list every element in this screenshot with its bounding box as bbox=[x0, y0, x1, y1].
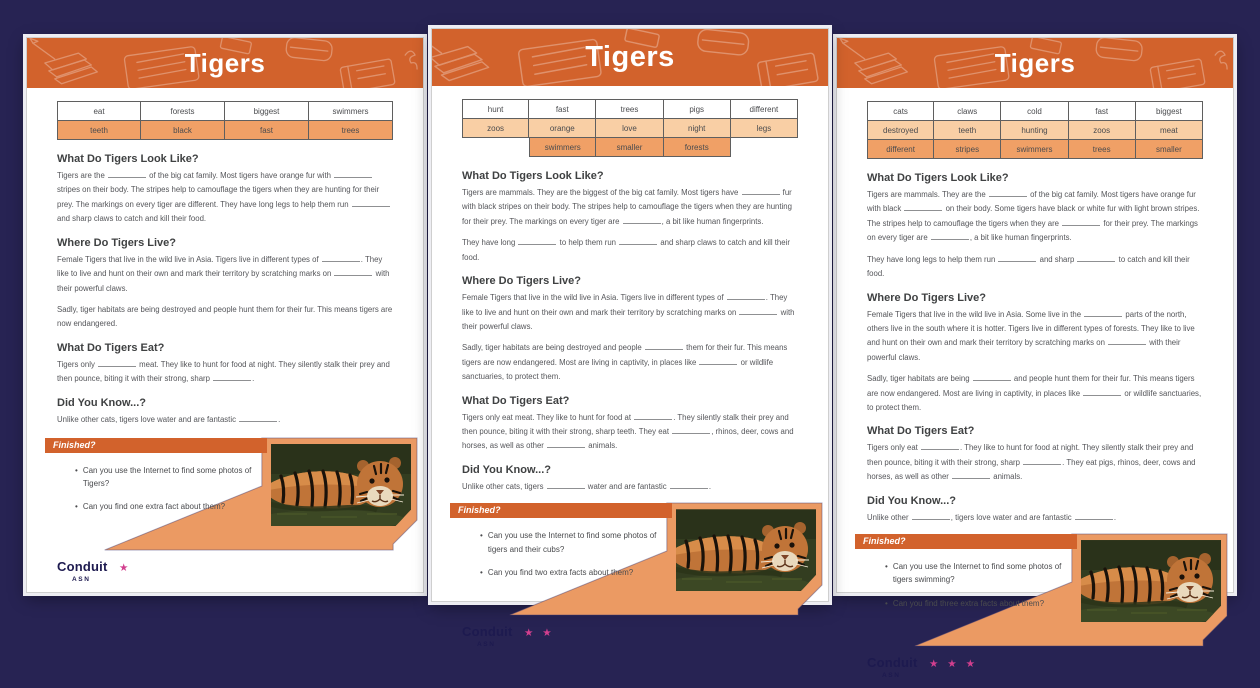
word-bank-cell: fast bbox=[1069, 101, 1136, 121]
blank-line bbox=[727, 293, 765, 300]
blank-line bbox=[352, 200, 390, 207]
blank-line bbox=[1083, 389, 1121, 396]
word-bank-cell: zoos bbox=[1069, 121, 1136, 140]
paragraph: Female Tigers that live in the wild live in Asia. Tigers live in different types of . They like to live and hunt on their own and mark their territory by scratching marks on with their powerful claws. bbox=[462, 293, 795, 331]
brand-logo bbox=[852, 648, 1218, 688]
brand-logo bbox=[447, 617, 813, 657]
blank-line bbox=[322, 255, 360, 262]
blank-line bbox=[518, 238, 556, 245]
blank-line bbox=[619, 238, 657, 245]
paragraph: Sadly, tiger habitats are being and people hunt them for their fur. This means tigers are now endangered. Most are living in captivity, in places like or wildlife sanctuaries, to protect them. bbox=[867, 374, 1202, 413]
tiger-photo bbox=[271, 444, 411, 526]
finished-panel bbox=[45, 436, 419, 552]
section-heading: Did You Know...? bbox=[462, 463, 552, 476]
bullet-icon: • bbox=[75, 502, 78, 512]
section-heading: What Do Tigers Look Like? bbox=[867, 172, 1009, 184]
blank-line bbox=[904, 204, 942, 211]
page-header bbox=[27, 38, 423, 88]
paragraph: Female Tigers that live in the wild live in Asia. Some live in the parts of the north, others live in the south where it is hotter. Tigers live in different types of forests. They like to live and hunt on their own and mark their territory by scratching marks on with their powerful claws. bbox=[867, 309, 1195, 362]
word-bank-cell: forests bbox=[141, 101, 225, 121]
paragraph: Tigers are the of the big cat family. Most tigers have orange fur with stripes on their body. The stripes help to camouflage the tigers when they are hunting for their prey. The markings on every tiger are different. They have long legs to help them run and sharp claws to catch and kill their food. bbox=[57, 169, 393, 227]
bullet-text: Can you use the Internet to find some photos of tigers and their cubs? bbox=[487, 531, 657, 554]
paragraph: Tigers only eat meat. They like to hunt for food at . They silently stalk their prey and then pounce, biting it with their strong, sharp teeth. They eat , rhinos, deer, cows and horses, as well as other animals. bbox=[462, 412, 794, 451]
page-title: Tigers bbox=[184, 47, 266, 78]
paragraph: Sadly, tiger habitats are being destroyed and people hunt them for their fur. This means tigers are now endangered. bbox=[57, 304, 393, 329]
word-bank-cell: hunt bbox=[462, 99, 529, 119]
word-bank-cell: swimmers bbox=[1001, 140, 1068, 159]
word-bank-cell: smaller bbox=[1136, 140, 1203, 159]
conduit-logo-text: Conduit bbox=[57, 559, 108, 574]
word-bank-cell: hunting bbox=[1001, 121, 1068, 140]
word-bank-cell: stripes bbox=[934, 140, 1001, 159]
page-body bbox=[837, 88, 1233, 680]
word-bank-cell: fast bbox=[225, 121, 309, 140]
bullet-text: Can you find one extra fact about them? bbox=[82, 502, 226, 512]
word-bank-cell: teeth bbox=[934, 121, 1001, 140]
worksheet-page-2 bbox=[431, 28, 829, 649]
difficulty-star-icons: ★ ★ ★ bbox=[928, 658, 979, 671]
page-body bbox=[432, 86, 828, 649]
section-heading: What Do Tigers Eat? bbox=[462, 394, 570, 407]
blank-line bbox=[672, 427, 710, 434]
bullet-text: Can you find two extra facts about them? bbox=[487, 567, 634, 577]
word-bank-cell: zoos bbox=[462, 119, 529, 138]
finished-panel bbox=[855, 532, 1229, 648]
paragraph: Sadly, tiger habitats are being destroyed and people them for their fur. This means tigers are now endangered. Most are living in captivity, in places like or wildlife sanctuaries, to protect them. bbox=[462, 343, 788, 382]
section-heading: Did You Know...? bbox=[867, 494, 957, 507]
blank-line bbox=[952, 472, 990, 479]
blank-line bbox=[98, 360, 136, 367]
finished-bullet-item bbox=[480, 566, 670, 579]
word-bank-cell: swimmers bbox=[309, 101, 393, 121]
finished-header: Finished? bbox=[450, 503, 672, 518]
word-bank-cell: black bbox=[141, 121, 225, 140]
word-bank-cell: biggest bbox=[225, 101, 309, 121]
finished-header: Finished? bbox=[855, 534, 1077, 549]
section-heading: Did You Know...? bbox=[57, 396, 147, 409]
blank-line bbox=[108, 171, 146, 178]
bullet-icon: • bbox=[885, 562, 888, 572]
blank-line bbox=[334, 269, 372, 276]
bullet-icon: • bbox=[75, 466, 78, 475]
word-bank-cell: cold bbox=[1001, 101, 1068, 121]
page-title: Tigers bbox=[994, 47, 1076, 78]
paragraph: They have long to help them run and sharp claws to catch and kill their food. bbox=[462, 238, 790, 262]
brand-logo bbox=[42, 552, 408, 592]
blank-line bbox=[973, 374, 1011, 381]
blank-line bbox=[1062, 219, 1100, 226]
page-body bbox=[27, 88, 423, 592]
blank-line bbox=[645, 343, 683, 350]
tiger-photo bbox=[676, 509, 816, 591]
bullet-text: Can you use the Internet to find some photos of tigers swimming? bbox=[892, 562, 1062, 585]
word-bank-table bbox=[57, 101, 393, 140]
word-bank-cell: biggest bbox=[1136, 101, 1203, 121]
word-bank-cell: night bbox=[664, 119, 731, 138]
bullet-icon: • bbox=[480, 531, 483, 541]
blank-line bbox=[334, 171, 372, 178]
section-heading: What Do Tigers Eat? bbox=[867, 425, 975, 438]
paragraph: Female Tigers that live in the wild live in Asia. Tigers live in different types of . They like to live and hunt on their own and mark their territory by scratching marks on with their powerful claws. bbox=[57, 254, 390, 293]
paragraph: Tigers only eat . They like to hunt for food at night. They silently stalk their prey and then pounce, biting it with their strong, sharp . They eat pigs, rhinos, deer, cows and horses, as well as other animals. bbox=[867, 443, 1196, 482]
word-bank-cell: fast bbox=[529, 99, 596, 119]
paragraph: Unlike other cats, tigers water and are fantastic . bbox=[462, 481, 712, 491]
blank-line bbox=[239, 415, 277, 422]
word-bank-cell: claws bbox=[934, 101, 1001, 121]
blank-line bbox=[921, 443, 959, 450]
word-bank-cell: different bbox=[731, 99, 798, 119]
word-bank-table bbox=[867, 101, 1203, 159]
finished-bullets bbox=[480, 529, 670, 589]
page-title: Tigers bbox=[585, 41, 675, 73]
section-heading: Where Do Tigers Live? bbox=[867, 291, 986, 304]
blank-line bbox=[1023, 458, 1061, 465]
tiger-photo bbox=[1081, 540, 1221, 622]
paragraph: Unlike other cats, tigers love water and are fantastic . bbox=[57, 414, 281, 424]
blank-line bbox=[213, 374, 251, 381]
word-bank-cell: eat bbox=[57, 101, 141, 121]
finished-header: Finished? bbox=[45, 438, 267, 453]
blank-line bbox=[742, 188, 780, 195]
page-header bbox=[432, 29, 828, 86]
conduit-logo-text: Conduit bbox=[867, 655, 918, 671]
finished-bullet-item bbox=[480, 529, 670, 555]
bullet-text: Can you use the Internet to find some photos of Tigers? bbox=[82, 466, 252, 489]
worksheet-sections bbox=[867, 162, 1203, 532]
logo-subtext: ASN bbox=[882, 672, 901, 680]
finished-bullet-item bbox=[885, 560, 1075, 586]
conduit-logo-text: Conduit bbox=[462, 624, 513, 640]
word-bank-cell: swimmers bbox=[529, 138, 596, 157]
blank-line bbox=[912, 513, 950, 520]
blank-line bbox=[931, 233, 969, 240]
blank-line bbox=[623, 217, 661, 224]
finished-bullets bbox=[885, 560, 1075, 620]
word-bank-cell: destroyed bbox=[867, 121, 934, 140]
finished-bullet-item bbox=[75, 500, 265, 513]
word-bank-cell: legs bbox=[731, 119, 798, 138]
page-header bbox=[837, 38, 1233, 88]
paragraph: Tigers only meat. They like to hunt for food at night. They silently stalk their prey and then pounce, biting it with their strong, sharp . bbox=[57, 359, 390, 384]
blank-line bbox=[547, 482, 585, 489]
word-bank-cell: orange bbox=[529, 119, 596, 138]
word-bank-cell: different bbox=[867, 140, 934, 159]
difficulty-star-icons: ★ bbox=[118, 562, 132, 574]
finished-bullet-item bbox=[75, 464, 265, 490]
section-heading: What Do Tigers Eat? bbox=[57, 341, 165, 354]
paragraph: They have long legs to help them run and sharp to catch and kill their food. bbox=[867, 254, 1190, 279]
word-bank-cell: meat bbox=[1136, 121, 1203, 140]
worksheet-sections bbox=[57, 143, 393, 434]
paragraph: Tigers are mammals. They are the of the big cat family. Most tigers have orange fur with black on their body. Some tigers have black or white fur with light brown stripes. The stripes help to camouflage the tigers when they are for their prey. The markings on every tiger are , a bit like human fingerprints. bbox=[867, 190, 1200, 243]
blank-line bbox=[1075, 513, 1113, 520]
blank-line bbox=[670, 482, 708, 489]
word-bank-cell: teeth bbox=[57, 121, 141, 140]
blank-line bbox=[1108, 338, 1146, 345]
bullet-icon: • bbox=[480, 567, 483, 577]
bullet-text: Can you find three extra facts about them? bbox=[892, 598, 1045, 608]
blank-line bbox=[998, 255, 1036, 262]
word-bank-cell: cats bbox=[867, 101, 934, 121]
section-heading: What Do Tigers Look Like? bbox=[57, 153, 199, 165]
logo-subtext: ASN bbox=[72, 576, 91, 583]
word-bank-cell: love bbox=[596, 119, 663, 138]
section-heading: Where Do Tigers Live? bbox=[462, 275, 581, 288]
finished-panel bbox=[450, 501, 824, 617]
blank-line bbox=[547, 441, 585, 448]
paragraph: Unlike other , tigers love water and are fantastic . bbox=[867, 512, 1117, 522]
word-bank-cell: trees bbox=[596, 99, 663, 119]
finished-bullet-item bbox=[885, 597, 1075, 610]
word-bank-cell: forests bbox=[664, 138, 731, 157]
worksheet-page-1 bbox=[26, 37, 424, 593]
logo-subtext: ASN bbox=[477, 641, 496, 649]
blank-line bbox=[989, 190, 1027, 197]
word-bank-cell: trees bbox=[1069, 140, 1136, 159]
section-heading: Where Do Tigers Live? bbox=[57, 236, 176, 249]
word-bank-cell: smaller bbox=[596, 138, 663, 157]
section-heading: What Do Tigers Look Like? bbox=[462, 170, 604, 182]
blank-line bbox=[1084, 310, 1122, 317]
word-bank-cell: pigs bbox=[664, 99, 731, 119]
difficulty-star-icons: ★ ★ bbox=[523, 627, 555, 640]
word-bank-table bbox=[462, 99, 798, 157]
worksheet-page-3 bbox=[836, 37, 1234, 680]
worksheet-collage bbox=[26, 28, 1234, 680]
bullet-icon: • bbox=[885, 598, 888, 608]
blank-line bbox=[634, 413, 672, 420]
paragraph: Tigers are mammals. They are the biggest of the big cat family. Most tigers have fur with black stripes on their body. The stripes help to camouflage the tigers when they are hunting for their prey. The markings on every tiger are , a bit like human fingerprints. bbox=[462, 188, 792, 226]
word-bank-cell: trees bbox=[309, 121, 393, 140]
blank-line bbox=[1077, 255, 1115, 262]
worksheet-sections bbox=[462, 160, 798, 501]
blank-line bbox=[699, 358, 737, 365]
blank-line bbox=[739, 308, 777, 315]
finished-bullets bbox=[75, 464, 265, 524]
